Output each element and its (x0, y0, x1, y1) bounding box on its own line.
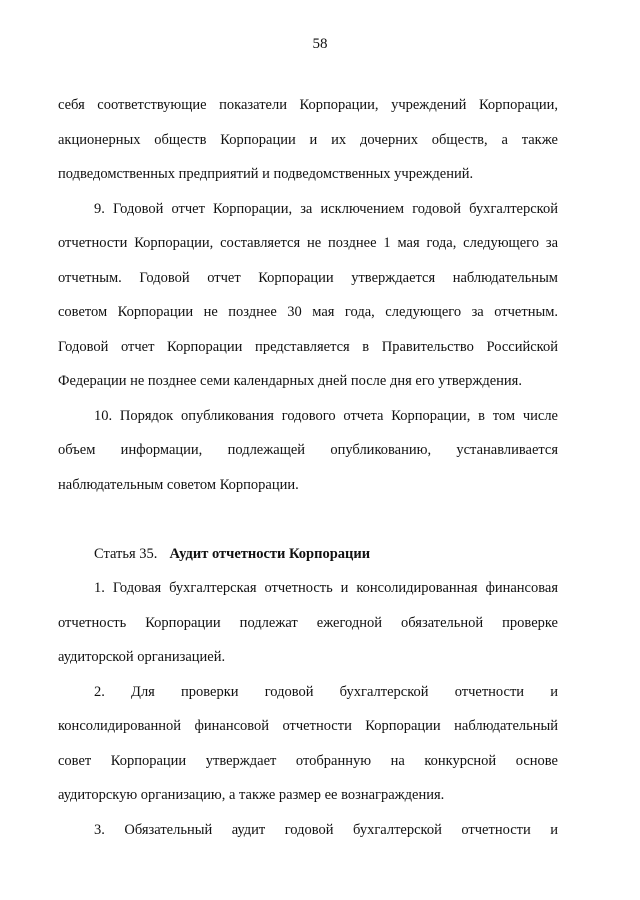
document-body (58, 88, 558, 847)
text-line: объем информации, подлежащей опубликованию, устанавливается (58, 442, 558, 458)
paragraph-9-start: 9. Годовой отчет Корпорации, за исключением годовой бухгалтерской (94, 200, 558, 217)
text-line: совет Корпорации утверждает отобранную на конкурсной основе (58, 752, 558, 769)
article-label: Статья 35. (94, 545, 158, 562)
text-line: аудиторской организацией. (58, 649, 226, 665)
text-line: Годовой отчет Корпорации представляется в Правительство Российской (58, 338, 558, 355)
text-line: консолидированной финансовой отчетности Корпорации наблюдательный (58, 718, 558, 734)
article-title: Аудит отчетности Корпорации (169, 545, 371, 562)
paragraph-10-start: 10. Порядок опубликования годового отчета Корпорации, в том числе (94, 407, 558, 424)
text-line: подведомственных предприятий и подведомственных учреждений. (58, 166, 474, 182)
paragraph-1-start: 1. Годовая бухгалтерская отчетность и консолидированная финансовая (94, 580, 558, 596)
article-heading (58, 537, 558, 572)
text-line: отчетным. Годовой отчет Корпорации утверждается наблюдательным (58, 269, 558, 286)
page-number: 58 (312, 36, 328, 52)
text-line: советом Корпорации не позднее 30 мая года, следующего за отчетным. (58, 304, 558, 320)
text-line: акционерных обществ Корпорации и их дочерних обществ, а также (58, 131, 558, 148)
spacer (58, 502, 558, 537)
paragraph-2-start: 2. Для проверки годовой бухгалтерской отчетности и (94, 683, 558, 700)
text-line: отчетность Корпорации подлежат ежегодной обязательной проверке (58, 614, 558, 631)
text-line: себя соответствующие показатели Корпорации, учреждений Корпорации, (58, 97, 558, 113)
text-line: наблюдательным советом Корпорации. (58, 476, 299, 493)
text-line: Федерации не позднее семи календарных дней после дня его утверждения. (58, 373, 522, 389)
text-line: отчетности Корпорации, составляется не позднее 1 мая года, следующего за (58, 235, 558, 251)
text-line: аудиторскую организацию, а также размер ее вознаграждения. (58, 787, 445, 803)
paragraph-3-start: 3. Обязательный аудит годовой бухгалтерской отчетности и (94, 821, 558, 838)
